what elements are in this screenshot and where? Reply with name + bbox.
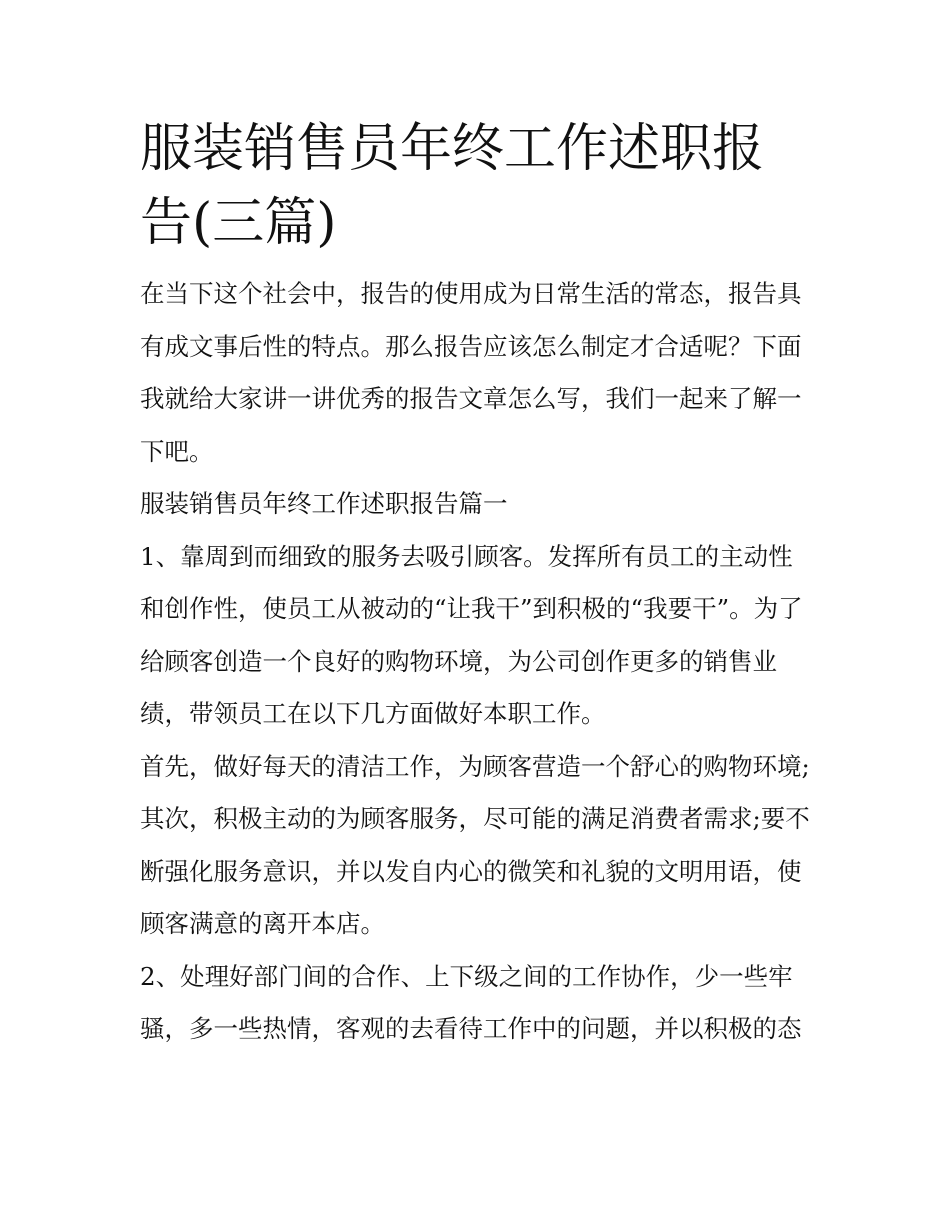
section-heading: 服装销售员年终工作述职报告篇一 [140,489,508,518]
body-paragraph-4: 2、处理好部门间的合作、上下级之间的工作协作，少一些牢骚，多一些热情，客观的去看待工作中的问题，并以积极的态 [140,961,802,1043]
document-page [140,112,815,1056]
document-title: 服装销售员年终工作述职报告(三篇) [140,119,765,253]
body-paragraph-3: 其次，积极主动的为顾客服务，尽可能的满足消费者需求;要不断强化服务意识，并以发自内心的微笑和礼貌的文明用语，使顾客满意的离开本店。 [140,804,810,938]
body-paragraph-2: 首先，做好每天的清洁工作，为顾客营造一个舒心的购物环境; [140,751,810,781]
intro-paragraph: 在当下这个社会中，报告的使用成为日常生活的常态，报告具有成文事后性的特点。那么报告应该怎么制定才合适呢？下面我就给大家讲一讲优秀的报告文章怎么写，我们一起来了解一下吧。 [140,279,802,466]
body-paragraph-1: 1、靠周到而细致的服务去吸引顾客。发挥所有员工的主动性和创作性，使员工从被动的“让我干”到积极的“我要干”。为了给顾客创造一个良好的购物环境，为公司创作更多的销售业绩，带领员工在以下几方面做好本职工作。 [140,541,803,728]
